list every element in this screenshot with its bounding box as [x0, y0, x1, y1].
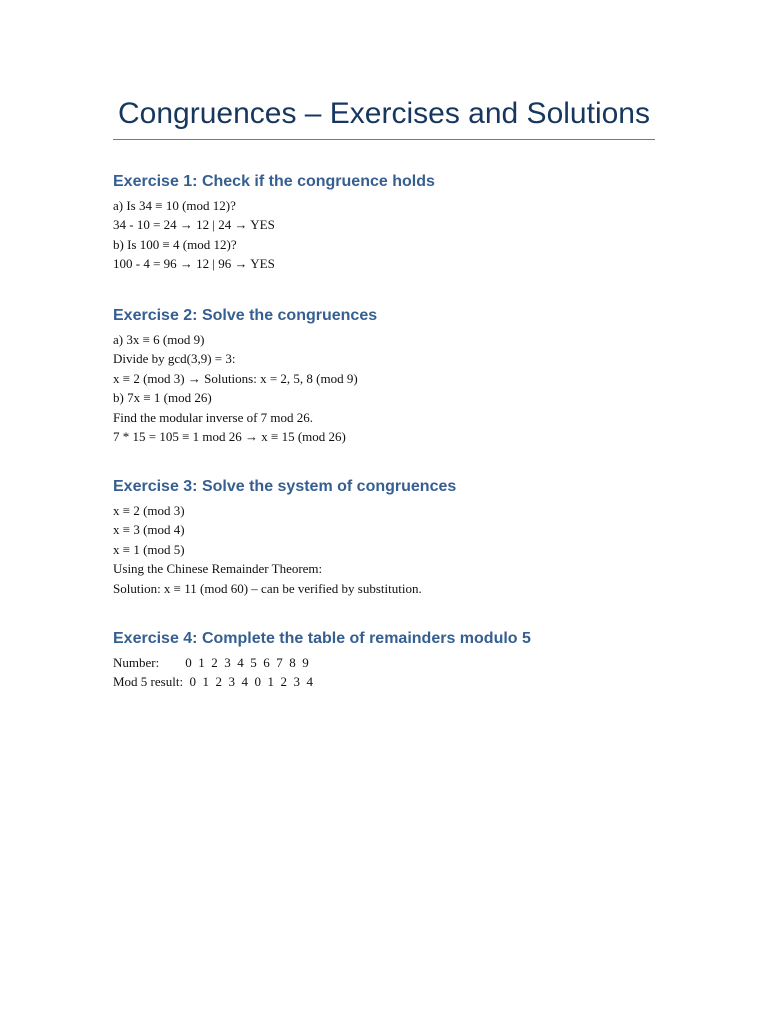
title-underline	[113, 139, 655, 140]
exercise-line: x ≡ 2 (mod 3) → Solutions: x = 2, 5, 8 (mod 9)	[113, 370, 358, 386]
remainder-table-result-row: Mod 5 result: 0 1 2 3 4 0 1 2 3 4	[113, 674, 314, 690]
exercise-line: Divide by gcd(3,9) = 3:	[113, 351, 236, 367]
exercise-line: Solution: x ≡ 11 (mod 60) – can be verified by substitution.	[113, 580, 422, 596]
exercise-heading: Exercise 1: Check if the congruence holds	[113, 173, 435, 190]
exercise-2	[113, 305, 673, 446]
exercise-line: Using the Chinese Remainder Theorem:	[113, 561, 323, 577]
exercise-4	[113, 628, 673, 692]
exercise-line: x ≡ 2 (mod 3)	[113, 503, 185, 518]
exercise-line: x ≡ 1 (mod 5)	[113, 541, 185, 557]
exercise-line: b) 7x ≡ 1 (mod 26)	[113, 390, 212, 406]
exercise-line: 100 - 4 = 96 → 12 | 96 → YES	[113, 256, 275, 272]
exercise-line: Find the modular inverse of 7 mod 26.	[113, 409, 314, 425]
exercise-line: a) Is 34 ≡ 10 (mod 12)?	[113, 198, 236, 213]
exercise-heading: Exercise 2: Solve the congruences	[113, 307, 378, 324]
exercise-line: 34 - 10 = 24 → 12 | 24 → YES	[113, 217, 275, 233]
exercise-line: a) 3x ≡ 6 (mod 9)	[113, 332, 205, 347]
document-title: Congruences – Exercises and Solutions	[118, 97, 650, 130]
exercise-1	[113, 171, 673, 274]
exercise-line: b) Is 100 ≡ 4 (mod 12)?	[113, 236, 237, 252]
exercise-line: 7 * 15 = 105 ≡ 1 mod 26 → x ≡ 15 (mod 26)	[113, 429, 346, 445]
exercise-heading: Exercise 4: Complete the table of remainders modulo 5	[113, 630, 531, 647]
remainder-table-number-row: Number: 0 1 2 3 4 5 6 7 8 9	[113, 655, 309, 670]
exercise-3	[113, 476, 673, 598]
exercise-line: x ≡ 3 (mod 4)	[113, 522, 185, 538]
exercise-heading: Exercise 3: Solve the system of congruences	[113, 478, 457, 495]
